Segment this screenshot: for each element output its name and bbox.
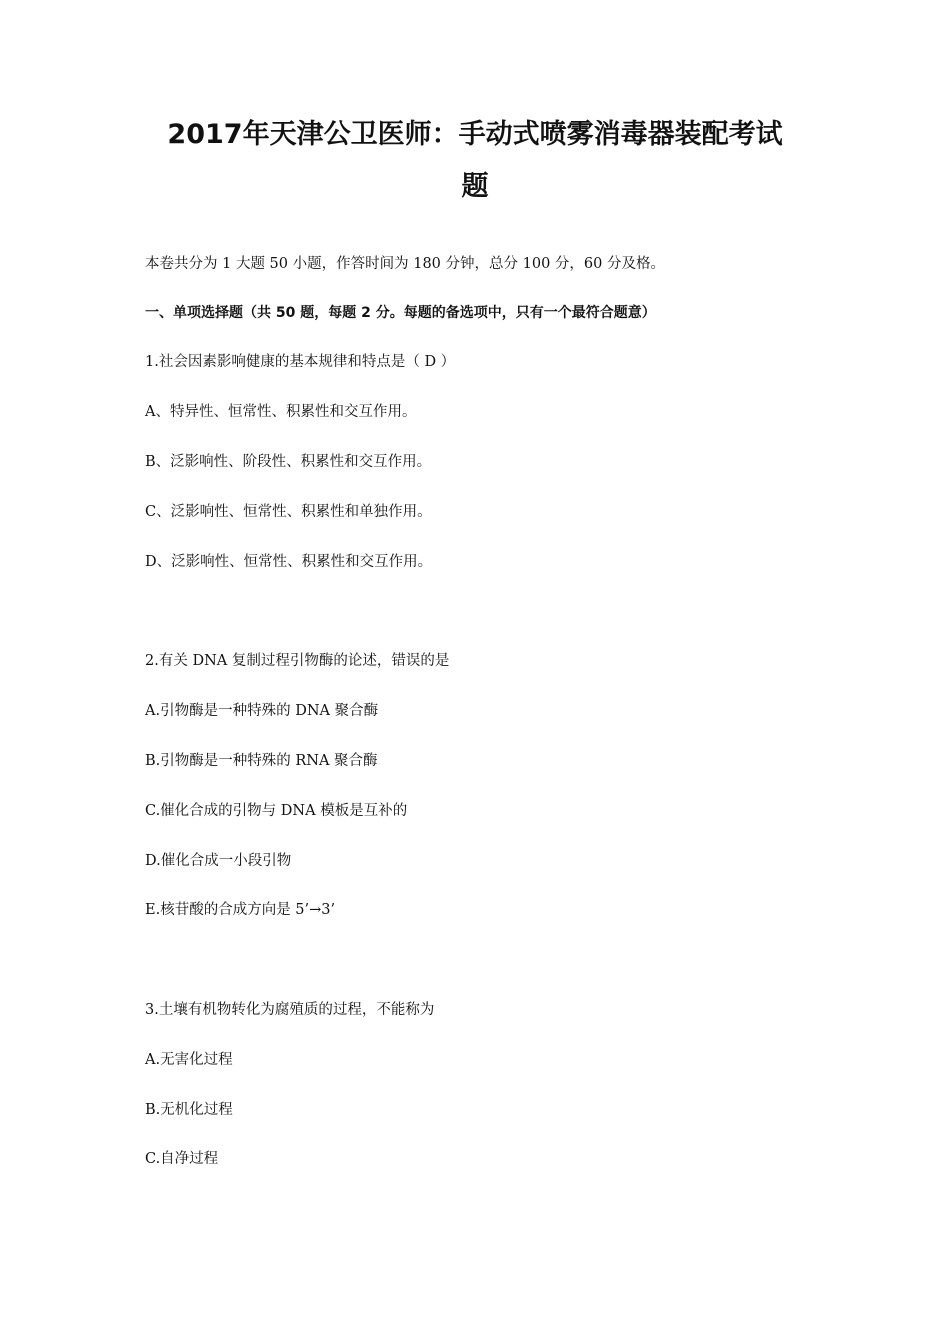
question-1-option-a: A、特异性、恒常性、积累性和交互作用。: [145, 404, 417, 420]
question-2-option-c: C.催化合成的引物与 DNA 模板是互补的: [145, 803, 408, 819]
section-heading: 一、单项选择题（共 50 题，每题 2 分。每题的备选项中，只有一个最符合题意）: [145, 305, 656, 321]
document-title-line-2: 题: [461, 171, 489, 202]
document-title-line-1: 2017年天津公卫医师：手动式喷雾消毒器装配考试: [167, 119, 783, 150]
question-1-option-c: C、泛影响性、恒常性、积累性和单独作用。: [145, 504, 432, 520]
question-3-option-c: C.自净过程: [145, 1151, 219, 1167]
question-3-option-a: A.无害化过程: [145, 1052, 233, 1068]
exam-intro: 本卷共分为 1 大题 50 小题，作答时间为 180 分钟，总分 100 分，60 分及格。: [145, 256, 665, 272]
question-1-stem: 1.社会因素影响健康的基本规律和特点是（ D ）: [145, 354, 456, 370]
question-2-option-e: E.核苷酸的合成方向是 5’→3’: [145, 902, 336, 918]
question-3-option-b: B.无机化过程: [145, 1102, 233, 1118]
question-2-option-b: B.引物酶是一种特殊的 RNA 聚合酶: [145, 753, 378, 769]
question-2-option-a: A.引物酶是一种特殊的 DNA 聚合酶: [145, 703, 379, 719]
question-1-option-d: D、泛影响性、恒常性、积累性和交互作用。: [145, 554, 433, 570]
question-3-stem: 3.土壤有机物转化为腐殖质的过程，不能称为: [145, 1002, 435, 1018]
question-2-stem: 2.有关 DNA 复制过程引物酶的论述，错误的是: [145, 653, 450, 669]
question-1-option-b: B、泛影响性、阶段性、积累性和交互作用。: [145, 454, 432, 470]
question-2-option-d: D.催化合成一小段引物: [145, 853, 292, 869]
